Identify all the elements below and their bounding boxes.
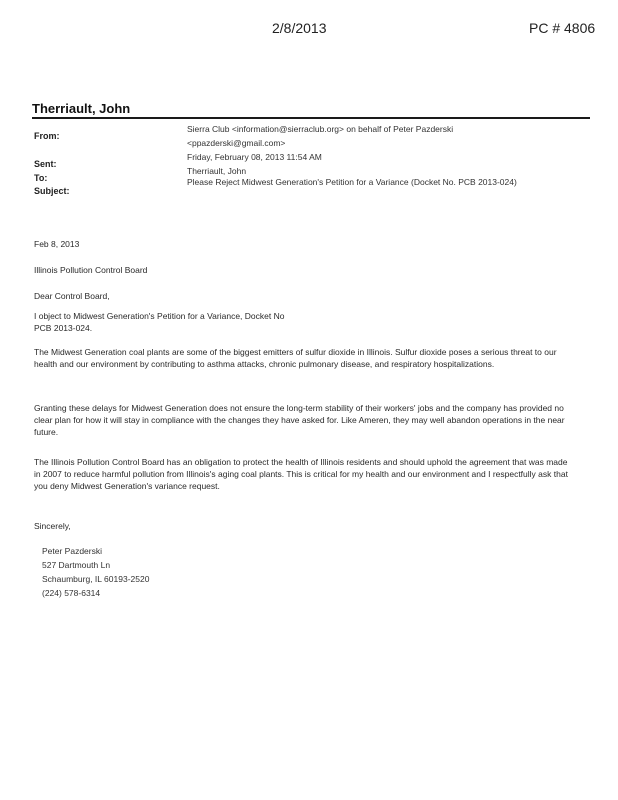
paragraph-obligation-text: The Illinois Pollution Control Board has an obligation to protect the health of Illinois residents and should uphold the agreement that was made in 2007 to reduce harmful pollution from Illinois's aging coal plants. This is critical for my health and our environment and I respectfully ask that you deny Midwest Generation's variance request. bbox=[34, 457, 568, 491]
signature-city: Schaumburg, IL 60193-2520 bbox=[42, 574, 150, 584]
paragraph-sulfur-dioxide bbox=[34, 346, 574, 370]
letter-closing: Sincerely, bbox=[34, 521, 71, 531]
paragraph-obligation bbox=[34, 456, 574, 492]
sender-name-heading: Therriault, John bbox=[32, 101, 131, 116]
letter-date: Feb 8, 2013 bbox=[34, 239, 80, 249]
sent-value: Friday, February 08, 2013 11:54 AM bbox=[187, 152, 322, 162]
signature-name: Peter Pazderski bbox=[42, 546, 102, 556]
from-value-line1: Sierra Club <information@sierraclub.org> on behalf of Peter Pazderski bbox=[187, 124, 454, 134]
objection-line1: I object to Midwest Generation's Petition for a Variance, Docket No bbox=[34, 311, 285, 321]
paragraph-sulfur-dioxide-text: The Midwest Generation coal plants are some of the biggest emitters of sulfur dioxide in Illinois. Sulfur dioxide poses a serious threat to our health and our environment by contributing to asthma attacks, chronic pulmonary disease, and respiratory hospitalizations. bbox=[34, 347, 557, 369]
sent-label: Sent: bbox=[34, 159, 57, 169]
paragraph-delays bbox=[34, 402, 574, 438]
objection-line2: PCB 2013-024. bbox=[34, 323, 93, 333]
letter-salutation: Dear Control Board, bbox=[34, 291, 110, 301]
received-date-stamp: 2/8/2013 bbox=[272, 20, 327, 36]
signature-phone: (224) 578-6314 bbox=[42, 588, 101, 598]
header-divider bbox=[32, 117, 590, 119]
from-label: From: bbox=[34, 131, 60, 141]
paragraph-objection bbox=[34, 310, 574, 334]
paragraph-delays-text: Granting these delays for Midwest Generation does not ensure the long-term stability of their workers' jobs and the company has provided no clear plan for how it will stay in compliance with the changes they have asked for. Like Ameren, they may well abandon operations in the near future. bbox=[34, 403, 565, 437]
to-label: To: bbox=[34, 173, 48, 183]
letter-recipient: Illinois Pollution Control Board bbox=[34, 265, 148, 275]
to-value: Therriault, John bbox=[187, 166, 247, 176]
pc-number-stamp: PC # 4806 bbox=[529, 20, 596, 36]
signature-street: 527 Dartmouth Ln bbox=[42, 560, 111, 570]
from-value-line2: <ppazderski@gmail.com> bbox=[187, 138, 286, 148]
subject-value: Please Reject Midwest Generation's Petition for a Variance (Docket No. PCB 2013-024) bbox=[187, 177, 517, 187]
subject-label: Subject: bbox=[34, 186, 70, 196]
